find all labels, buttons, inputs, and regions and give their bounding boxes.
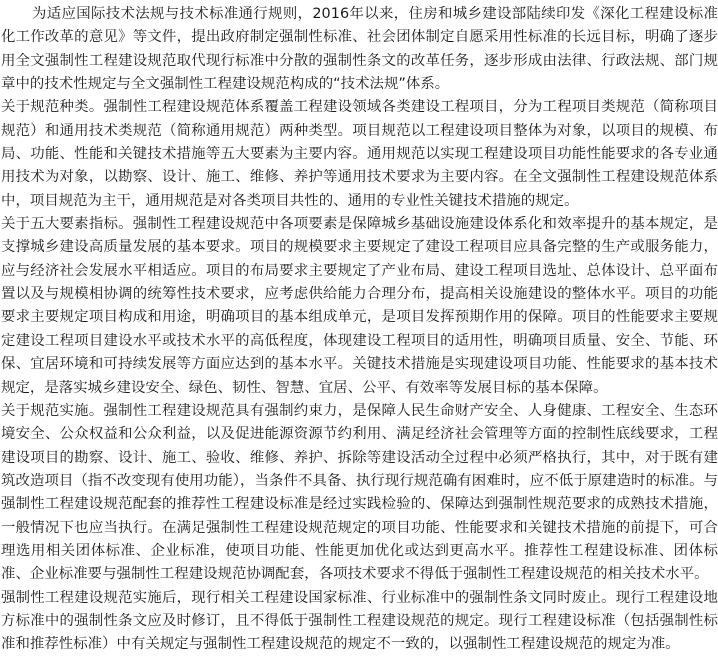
paragraph-repeal-provisions: 强制性工程建设规范实施后，现行相关工程建设国家标准、行业标准中的强制性条文同时废止。现行工程建设地方标准中的强制性条文应及时修订，且不得低于强制性工程建设规范的规定。现行工程建设标准（包括强制性标准和推荐性标准）中有关规定与强制性工程建设规范的规定不一致的，以强制性工程建设规范的规定为准。	[1, 589, 718, 653]
paragraph-five-elements: 关于五大要素指标。强制性工程建设规范中各项要素是保障城乡基础设施建设体系化和效率提升的基本规定，是支撑城乡建设高质量发展的基本要求。项目的规模要求主要规定了建设工程项目应具备完整的生产或服务能力，应与经济社会发展水平相适应。项目的布局要求主要规定了产业布局、建设工程项目选址、总体设计、总平面布置以及与规模相协调的统筹性技术要求，应考虑供给能力合理分布，提高相关设施建设的整体水平。项目的功能要求主要规定项目构成和用途，明确项目的基本组成单元，是项目发挥预期作用的保障。项目的性能要求主要规定建设工程项目建设水平或技术水平的高低程度，体现建设工程项目的适用性，明确项目质量、安全、节能、环保、宜居环境和可持续发展等方面应达到的基本水平。关键技术措施是实现建设项目功能、性能要求的基本技术规定，是落实城乡建设安全、绿色、韧性、智慧、宜居、公平、有效率等发展目标的基本保障。	[1, 216, 718, 396]
intro-paragraph: 为适应国际技术法规与技术标准通行规则，2016年以来，住房和城乡建设部陆续印发《深化工程建设标准化工作改革的意见》等文件，提出政府制定强制性标准、社会团体制定自愿采用性标准的长远目标，明确了逐步用全文强制性工程建设规范取代现行标准中分散的强制性条文的改革任务，逐步形成由法律、行政法规、部门规章中的技术性规定与全文强制性工程建设规范构成的“技术法规”体系。	[1, 6, 718, 93]
paragraph-specification-implementation: 关于规范实施。强制性工程建设规范具有强制约束力，是保障人民生命财产安全、人身健康、工程安全、生态环境安全、公众权益和公众利益，以及促进能源资源节约利用、满足经济社会管理等方面的控制性底线要求，工程建设项目的勘察、设计、施工、验收、维修、养护、拆除等建设活动全过程中必须严格执行，其中，对于既有建筑改造项目（指不改变现有使用功能），当条件不具备、执行现行规范确有困难时，应不低于原建造时的标准。与强制性工程建设规范配套的推荐性工程建设标准是经过实践检验的、保障达到强制性规范要求的成熟技术措施，一般情况下也应当执行。在满足强制性工程建设规范规定的项目功能、性能要求和关键技术措施的前提下，可合理选用相关团体标准、企业标准，使项目功能、性能更加优化或达到更高水平。推荐性工程建设标准、团体标准、企业标准要与强制性工程建设规范协调配套，各项技术要求不得低于强制性工程建设规范的相关技术水平。	[1, 402, 718, 583]
paragraph-specification-types: 关于规范种类。强制性工程建设规范体系覆盖工程建设领域各类建设工程项目，分为工程项目类规范（简称项目规范）和通用技术类规范（简称通用规范）两种类型。项目规范以工程建设项目整体为对象，以项目的规模、布局、功能、性能和关键技术措施等五大要素为主要内容。通用规范以实现工程建设项目功能性能要求的各专业通用技术为对象，以勘察、设计、施工、维修、养护等通用技术要求为主要内容。在全文强制性工程建设规范体系中，项目规范为主干，通用规范是对各类项目共性的、通用的专业性关键技术措施的规定。	[1, 99, 718, 209]
